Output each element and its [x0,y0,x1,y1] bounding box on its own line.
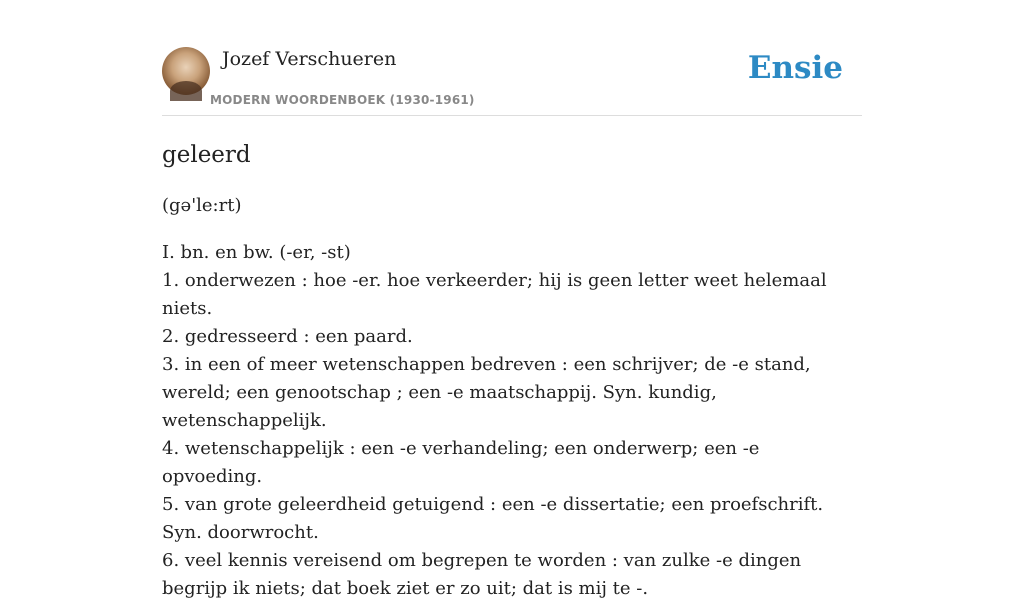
avatar-portrait-shade [170,81,202,101]
source-dictionary[interactable]: MODERN WOORDENBOEK (1930-1961) [210,93,475,107]
author-name[interactable]: Jozef Verschueren [222,48,397,70]
definition-line-1: 1. onderwezen : hoe -er. hoe verkeerder; hij is geen letter weet helemaal niets. [162,270,827,319]
definition-line-grammar: I. bn. en bw. (-er, -st) [162,242,351,263]
definition-list [162,239,862,603]
definition-line-3: 3. in een of meer wetenschappen bedreven : een schrijver; de -e stand, wereld; een genootschap ; een -e maatschappij. Syn. kundig, wetenschappelijk. [162,354,811,431]
author-avatar[interactable] [162,47,210,95]
pronunciation: (gə'le:rt) [162,195,242,216]
headword: geleerd [162,142,251,168]
definition-line-2: 2. gedresseerd : een paard. [162,326,413,347]
entry-header [162,44,862,116]
brand-logo[interactable]: Ensie [747,50,843,86]
definition-line-4: 4. wetenschappelijk : een -e verhandeling; een onderwerp; een -e opvoeding. [162,438,760,487]
definition-line-6: 6. veel kennis vereisend om begrepen te worden : van zulke -e dingen begrijp ik niets; dat boek ziet er zo uit; dat is mij te -. [162,550,802,599]
definition-line-5: 5. van grote geleerdheid getuigend : een -e dissertatie; een proefschrift. Syn. doorwrocht. [162,494,824,543]
